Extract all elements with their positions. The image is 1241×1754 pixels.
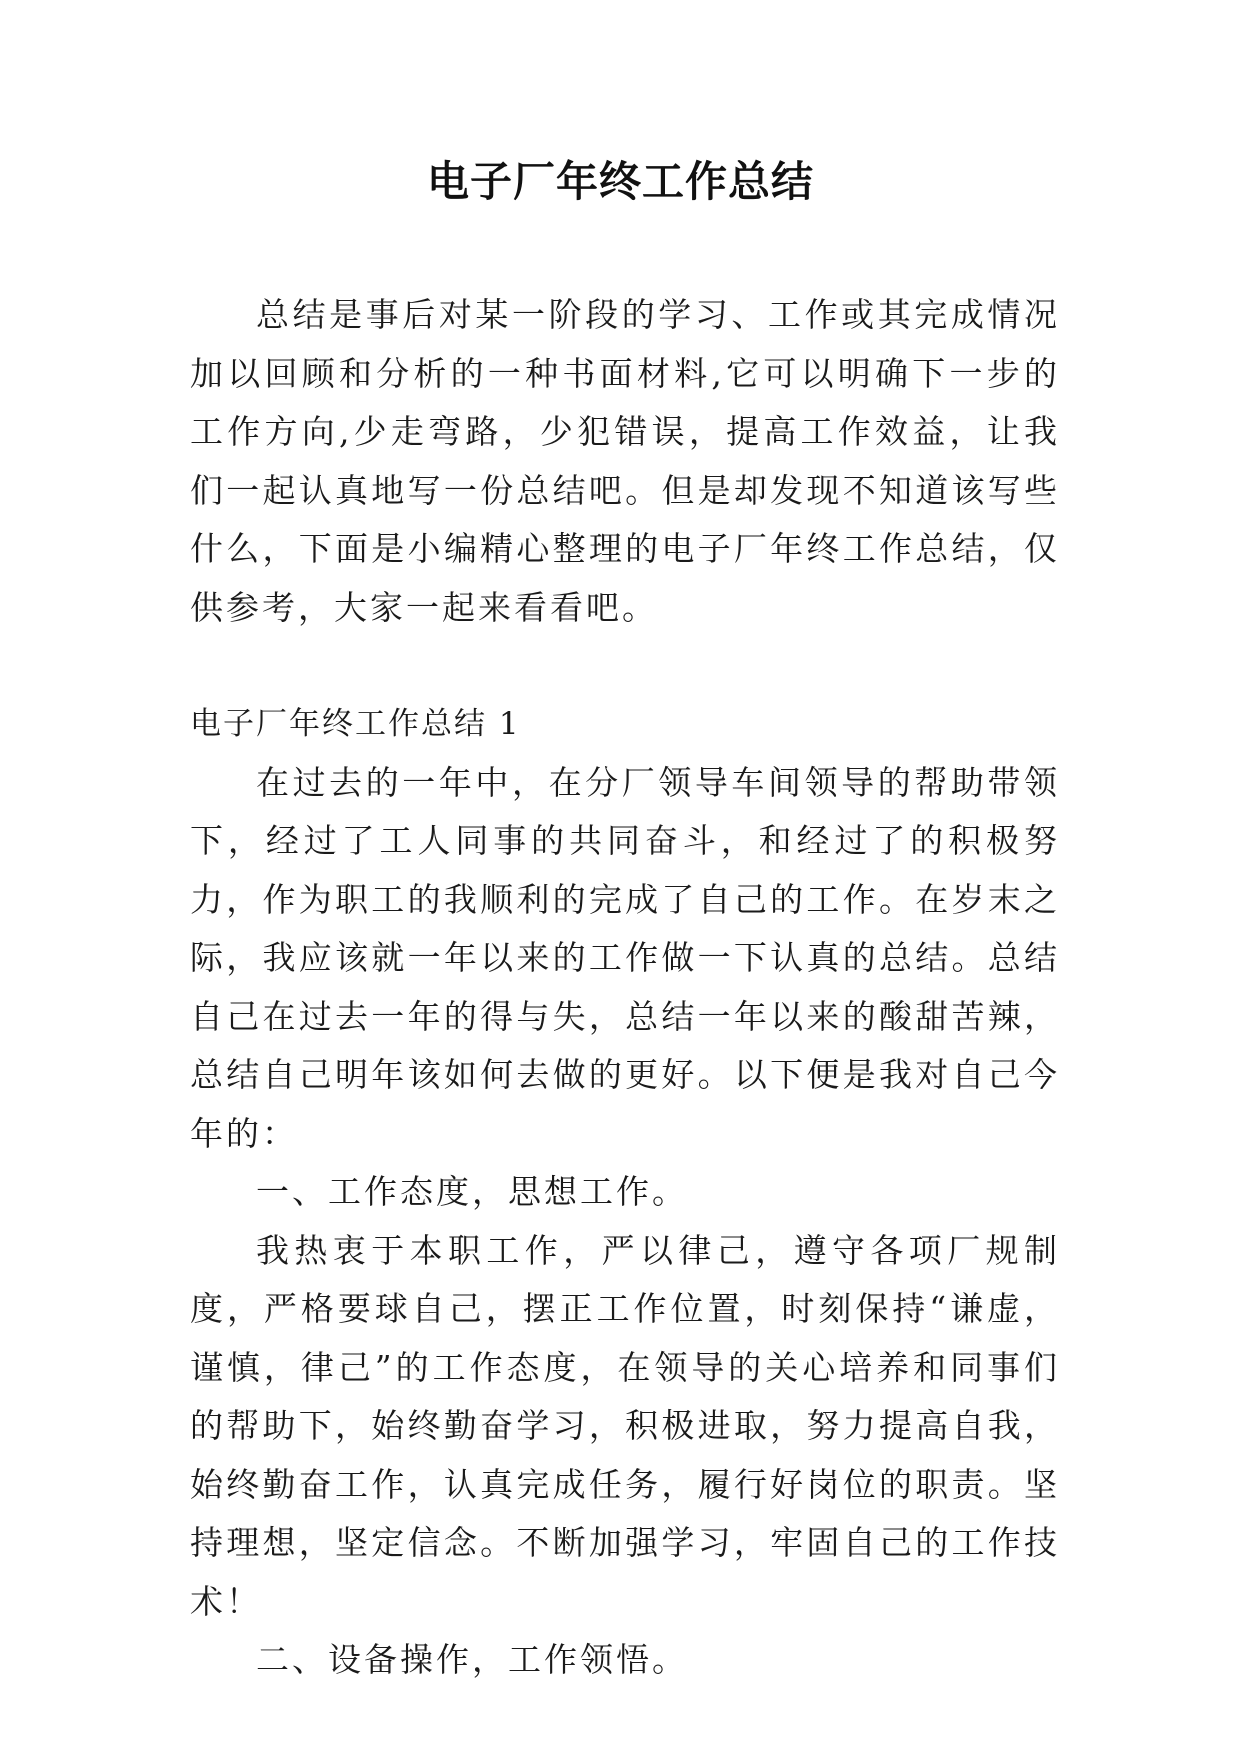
body-paragraph-1: 在过去的一年中，在分厂领导车间领导的帮助带领下，经过了工人同事的共同奋斗，和经过了的积极努力，作为职工的我顺利的完成了自己的工作。在岁末之际，我应该就一年以来的工作做一下认真的总结。总结自己在过去一年的得与失，总结一年以来的酸甜苦辣，总结自己明年该如何去做的更好。以下便是我对自己今年的： (190, 762, 1060, 1153)
intro-paragraph: 总结是事后对某一阶段的学习、工作或其完成情况加以回顾和分析的一种书面材料,它可以明确下一步的工作方向,少走弯路，少犯错误，提高工作效益，让我们一起认真地写一份总结吧。但是却发现不知道该写些什么，下面是小编精心整理的电子厂年终工作总结，仅供参考，大家一起来看看吧。 (190, 295, 1060, 627)
subheading-1: 一、工作态度，思想工作。 (256, 1172, 688, 1211)
body-paragraph-2: 我热衷于本职工作，严以律己，遵守各项厂规制度，严格要球自己，摆正工作位置，时刻保持“谦虚，谨慎，律己”的工作态度，在领导的关心培养和同事们的帮助下，始终勤奋学习，积极进取，努力提高自我，始终勤奋工作，认真完成任务，履行好岗位的职责。坚持理想，坚定信念。不断加强学习，牢固自己的工作技术！ (190, 1230, 1060, 1621)
document-body (190, 286, 1060, 1690)
document-title: 电子厂年终工作总结 (426, 157, 814, 206)
subheading-2: 二、设备操作，工作领悟。 (256, 1640, 688, 1679)
section-heading: 电子厂年终工作总结 1 (190, 706, 521, 742)
